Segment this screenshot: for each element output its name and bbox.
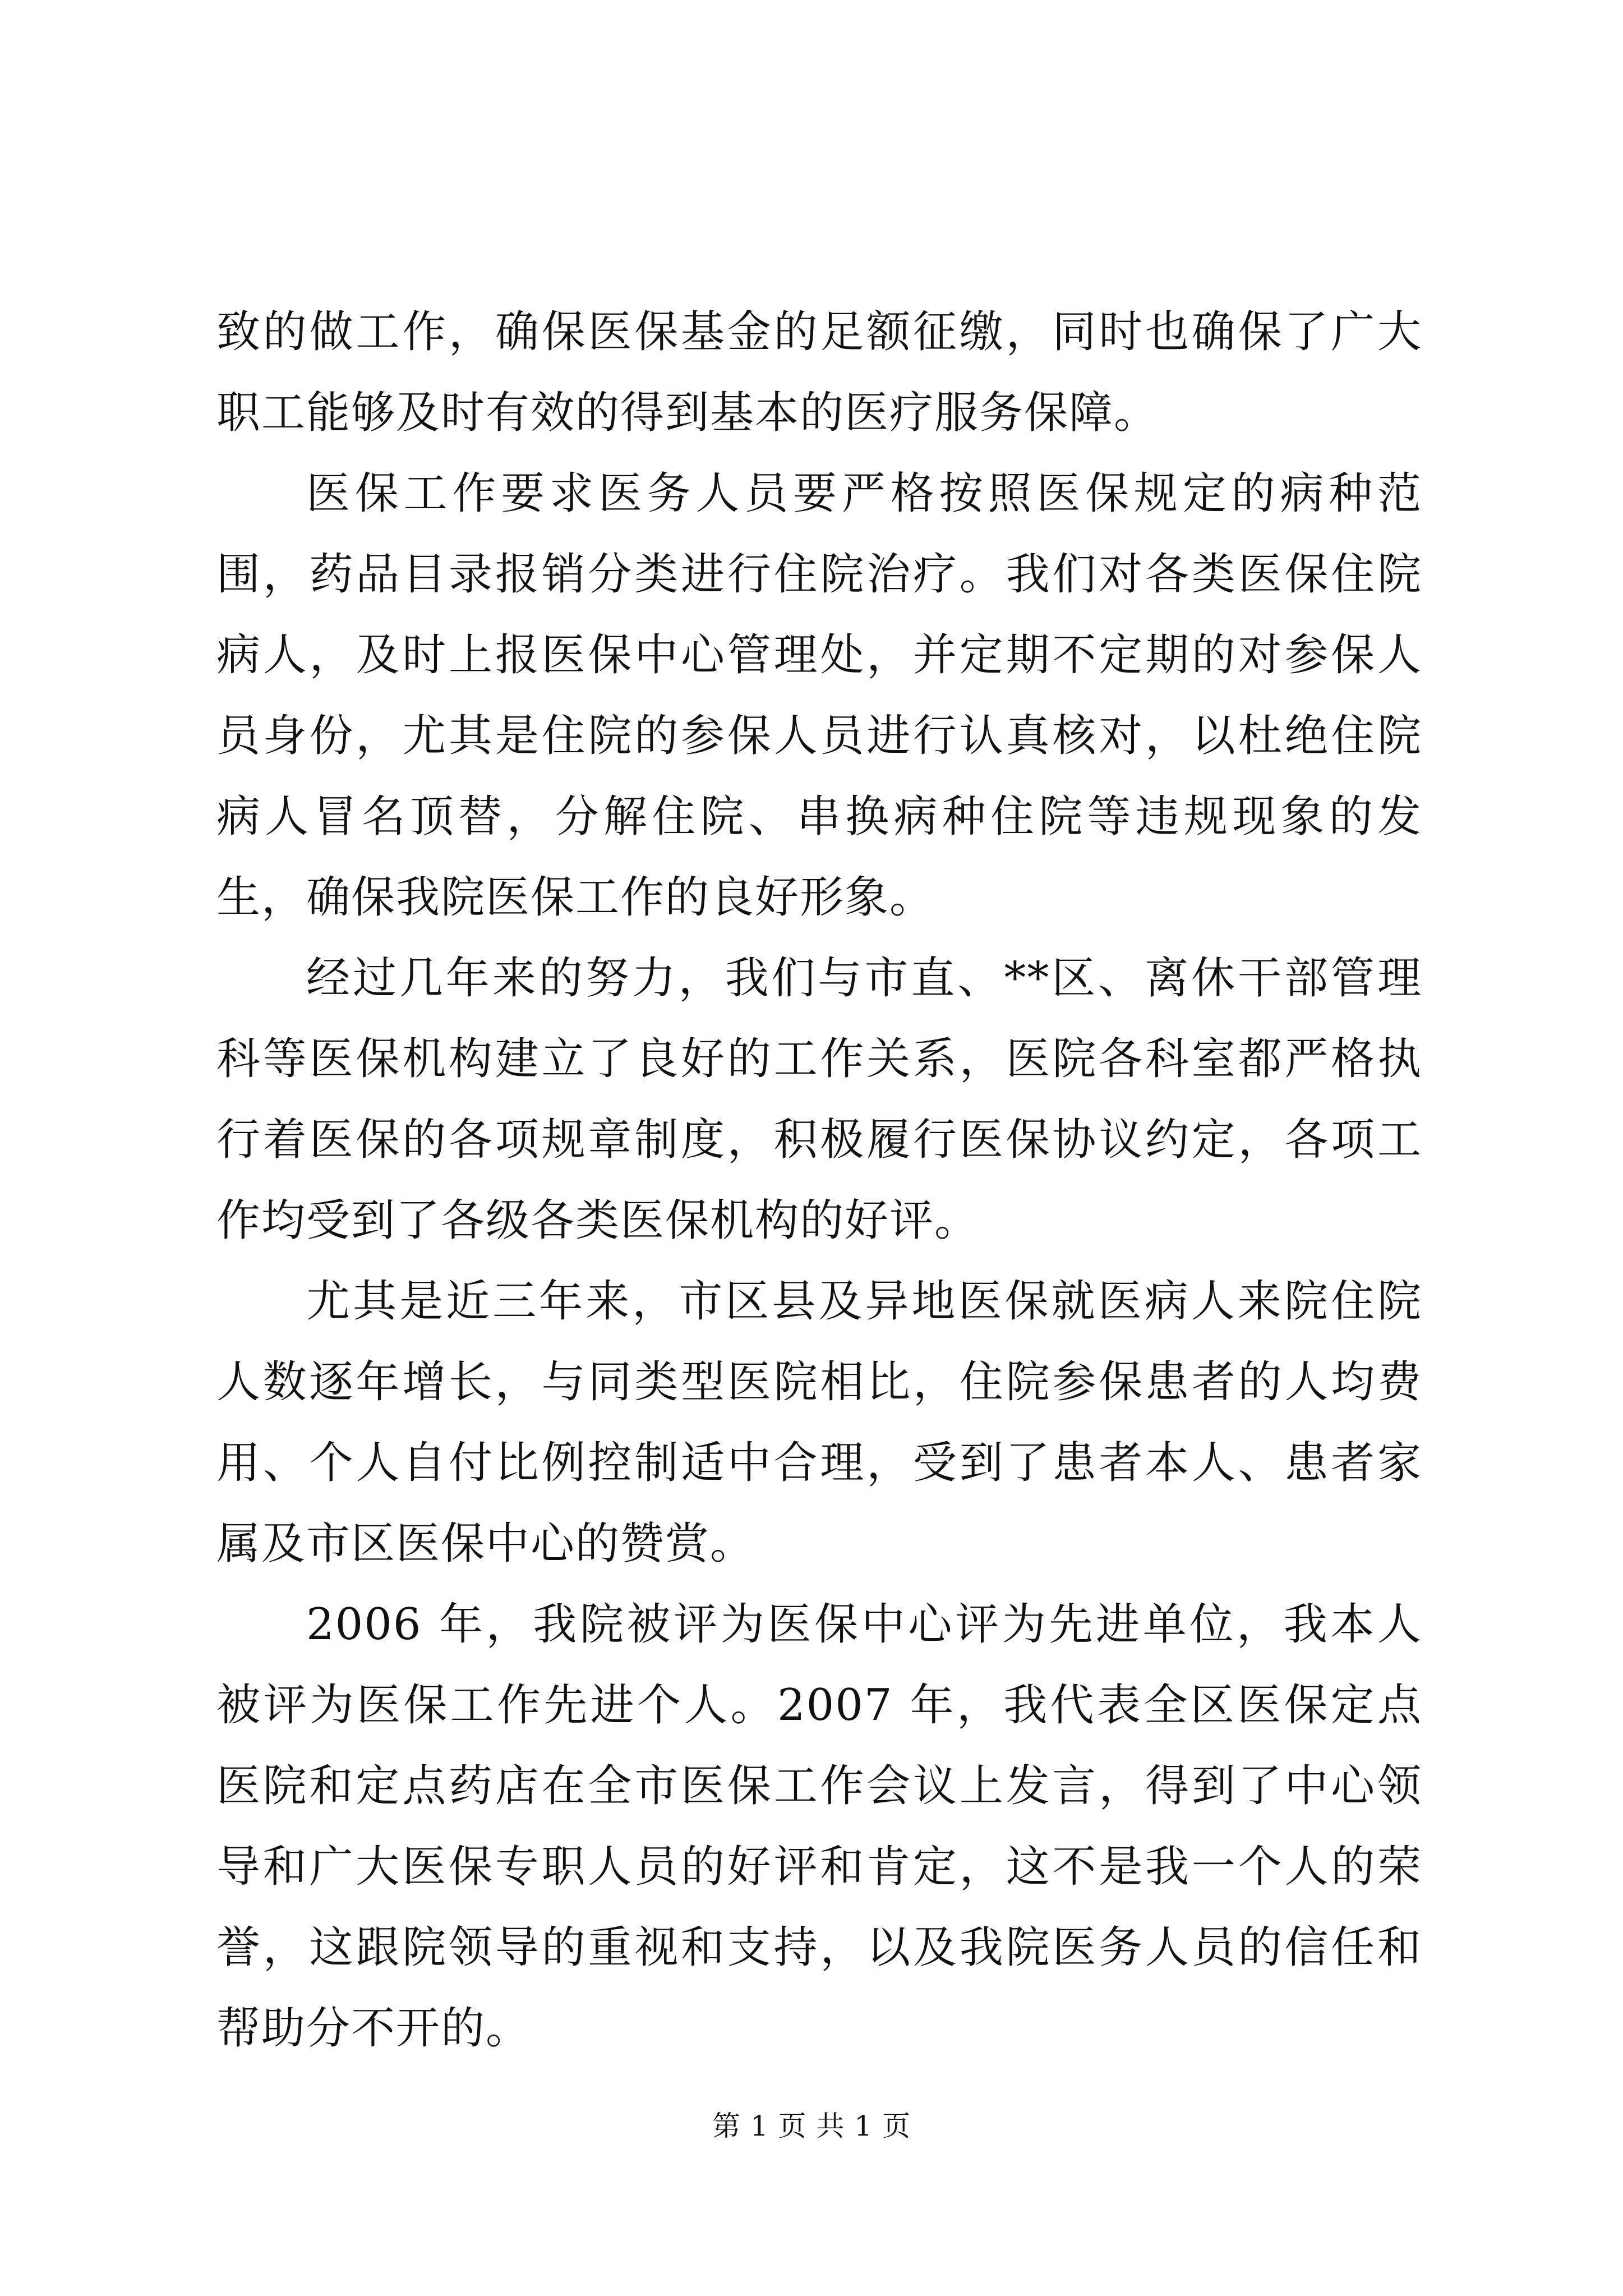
document-body — [216, 292, 1422, 2069]
page-footer: 第 1 页 共 1 页 — [712, 2110, 911, 2142]
paragraph-2: 医保工作要求医务人员要严格按照医保规定的病种范围，药品目录报销分类进行住院治疗。我们对各类医保住院病人，及时上报医保中心管理处，并定期不定期的对参保人员身份，尤其是住院的参保人员进行认真核对，以杜绝住院病人冒名顶替，分解住院、串换病种住院等违规现象的发生，确保我院医保工作的良好形象。 — [216, 468, 1422, 923]
paragraph-1: 致的做工作，确保医保基金的足额征缴，同时也确保了广大职工能够及时有效的得到基本的医疗服务保障。 — [216, 307, 1422, 438]
paragraph-5: 2006 年，我院被评为医保中心评为先进单位，我本人被评为医保工作先进个人。2007 年，我代表全区医保定点医院和定点药店在全市医保工作会议上发言，得到了中心领导和广大医保专职人员的好评和肯定，这不是我一个人的荣誉，这跟院领导的重视和支持，以及我院医务人员的信任和帮助分不开的。 — [216, 1599, 1422, 2054]
paragraph-4: 尤其是近三年来，市区县及异地医保就医病人来院住院人数逐年增长，与同类型医院相比，住院参保患者的人均费用、个人自付比例控制适中合理，受到了患者本人、患者家属及市区医保中心的赞赏。 — [216, 1276, 1422, 1569]
paragraph-3: 经过几年来的努力，我们与市直、**区、离休干部管理科等医保机构建立了良好的工作关系，医院各科室都严格执行着医保的各项规章制度，积极履行医保协议约定，各项工作均受到了各级各类医保机构的好评。 — [216, 953, 1422, 1246]
